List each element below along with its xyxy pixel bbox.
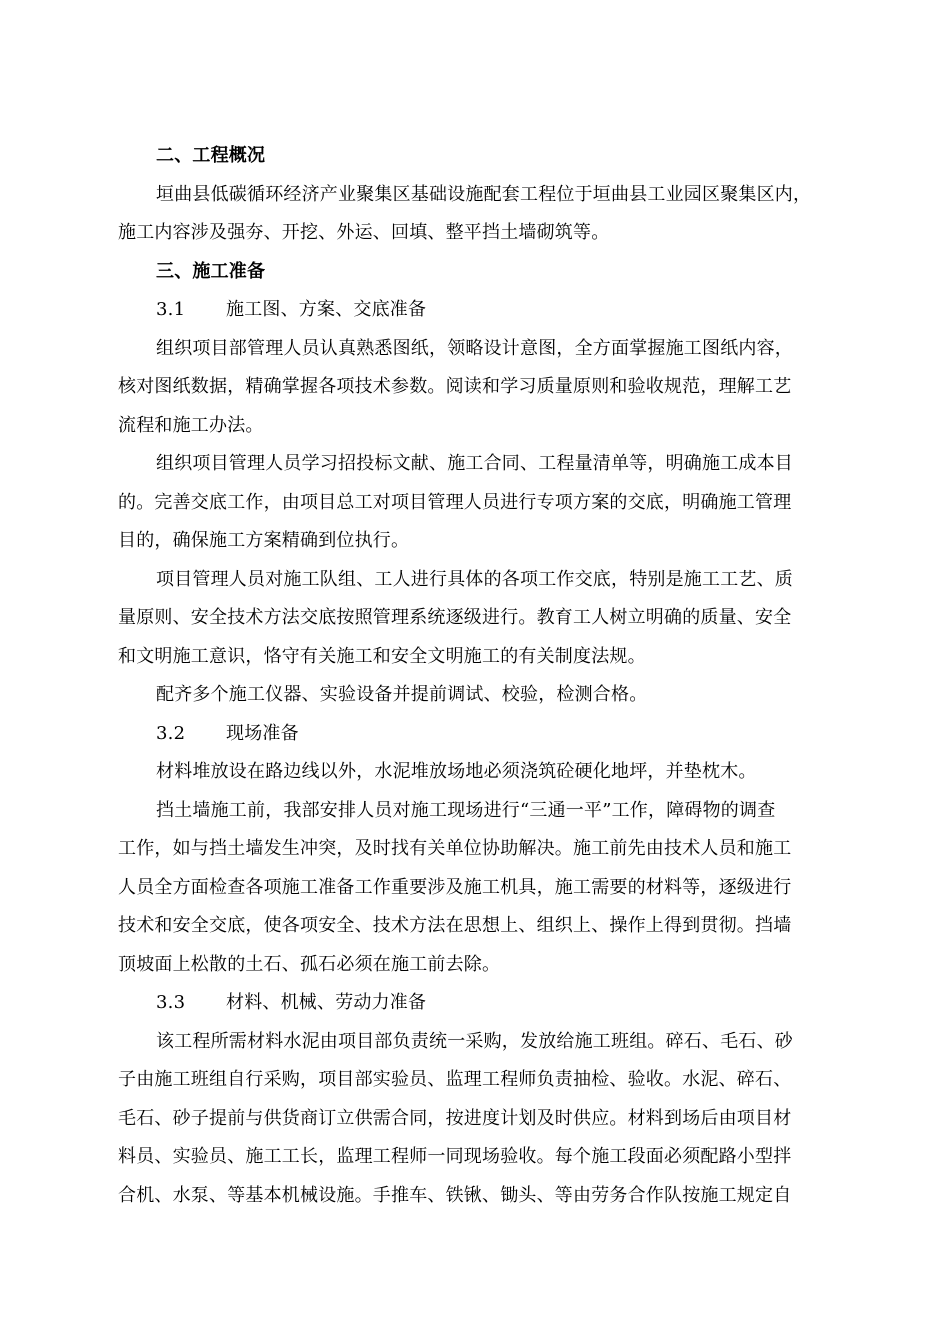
paragraph-7-line-2: 子由施工班组自行采购，项目部实验员、监理工程师负责抽检、验收。水泥、碎石、 [118, 1069, 792, 1090]
section-heading-preparation: 三、施工准备 [156, 260, 266, 282]
subsection-3-1-title: 施工图、方案、交底准备 [226, 299, 427, 320]
subsection-3-1-number: 3.1 [156, 299, 186, 320]
document-page [118, 137, 834, 1215]
subsection-3-2 [118, 715, 834, 754]
subsection-3-2-title: 现场准备 [226, 722, 299, 744]
paragraph-3-line-2: 量原则、安全技术方法交底按照管理系统逐级进行。教育工人树立明确的质量、安全 [118, 607, 792, 628]
paragraph-7-line-5: 合机、水泵、等基本机械设施。手推车、铁锹、锄头、等由劳务合作队按施工规定自 [118, 1184, 792, 1206]
paragraph-6-line-1: 挡土墙施工前，我部安排人员对施工现场进行“三通一平”工作，障碍物的调查 [156, 799, 776, 821]
paragraph-3-line-3: 和文明施工意识，恪守有关施工和安全文明施工的有关制度法规。 [118, 645, 646, 667]
subsection-3-3 [118, 984, 834, 1023]
paragraph-1-line-3: 流程和施工办法。 [118, 414, 264, 436]
paragraph-7-line-1: 该工程所需材料水泥由项目部负责统一采购，发放给施工班组。碎石、毛石、砂 [156, 1030, 793, 1052]
paragraph-2-line-3: 目的，确保施工方案精确到位执行。 [118, 530, 410, 551]
subsection-3-3-title: 材料、机械、劳动力准备 [226, 992, 427, 1013]
paragraph-2-line-2: 的。完善交底工作，由项目总工对项目管理人员进行专项方案的交底，明确施工管理 [118, 491, 792, 513]
overview-line-2: 施工内容涉及强夯、开挖、外运、回填、整平挡土墙砌筑等。 [118, 222, 610, 243]
paragraph-1-line-1: 组织项目部管理人员认真熟悉图纸，领略设计意图，全方面掌握施工图纸内容， [156, 337, 793, 359]
paragraph-5-line-1: 材料堆放设在路边线以外，水泥堆放场地必须浇筑砼硬化地坪，并垫枕木。 [156, 761, 757, 782]
paragraph-7-line-3: 毛石、砂子提前与供货商订立供需合同，按进度计划及时供应。材料到场后由项目材 [118, 1107, 792, 1129]
paragraph-7-line-4: 料员、实验员、施工工长，监理工程师一同现场验收。每个施工段面必须配路小型拌 [118, 1146, 792, 1167]
paragraph-6-line-5: 顶坡面上松散的土石、孤石必须在施工前去除。 [118, 953, 501, 975]
section-heading-overview: 二、工程概况 [156, 145, 266, 166]
paragraph-1-line-2: 核对图纸数据，精确掌握各项技术参数。阅读和学习质量原则和验收规范，理解工艺 [118, 376, 792, 397]
subsection-3-2-number: 3.2 [156, 722, 186, 744]
paragraph-3-line-1: 项目管理人员对施工队组、工人进行具体的各项工作交底，特别是施工工艺、质 [156, 568, 793, 590]
subsection-3-3-number: 3.3 [156, 992, 186, 1013]
paragraph-6-line-3: 人员全方面检查各项施工准备工作重要涉及施工机具，施工需要的材料等，逐级进行 [118, 876, 792, 898]
paragraph-4-line-1: 配齐多个施工仪器、实验设备并提前调试、校验，检测合格。 [156, 684, 648, 705]
overview-line-1: 垣曲县低碳循环经济产业聚集区基础设施配套工程位于垣曲县工业园区聚集区内， [156, 183, 812, 205]
paragraph-6-line-2: 工作，如与挡土墙发生冲突，及时找有关单位协助解决。施工前先由技术人员和施工 [118, 838, 792, 859]
paragraph-2-line-1: 组织项目管理人员学习招投标文献、施工合同、工程量清单等，明确施工成本目 [156, 453, 793, 474]
subsection-3-1 [118, 291, 834, 330]
paragraph-6-line-4: 技术和安全交底，使各项安全、技术方法在思想上、组织上、操作上得到贯彻。挡墙 [118, 915, 792, 936]
